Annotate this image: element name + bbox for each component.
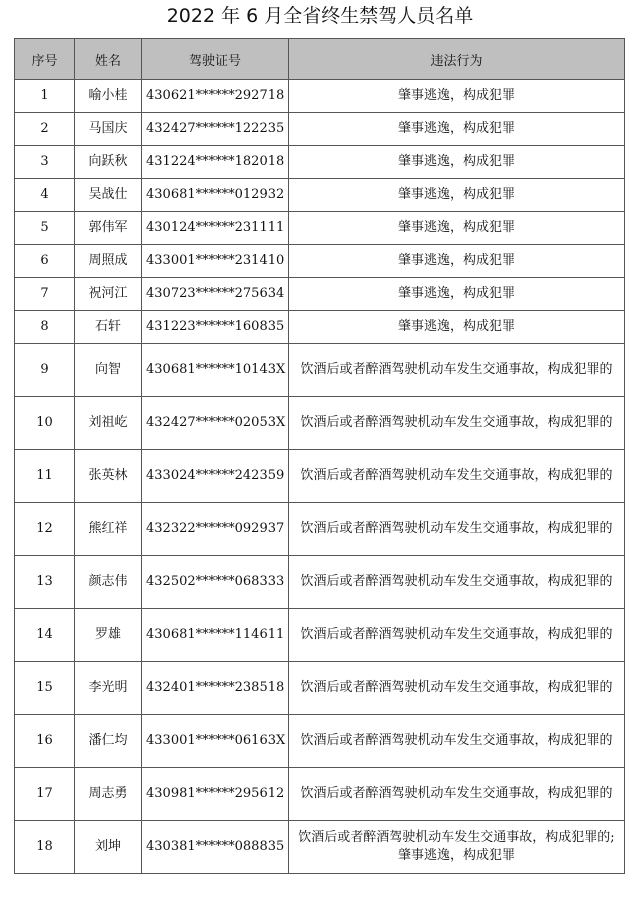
license-number-cell: 432427******122235 bbox=[142, 113, 289, 146]
table-row bbox=[15, 715, 625, 768]
driver-name-cell: 刘祖屹 bbox=[75, 397, 142, 450]
driver-name-cell: 吴战仕 bbox=[75, 179, 142, 212]
table-row bbox=[15, 311, 625, 344]
license-number-cell: 430381******088835 bbox=[142, 821, 289, 874]
table-row bbox=[15, 556, 625, 609]
table-header-row bbox=[15, 39, 625, 80]
column-header-name: 姓名 bbox=[75, 39, 142, 80]
license-number-cell: 430723******275634 bbox=[142, 278, 289, 311]
license-number-cell: 430681******012932 bbox=[142, 179, 289, 212]
violation-cell: 肇事逃逸，构成犯罪 bbox=[289, 212, 625, 245]
row-number-cell: 8 bbox=[15, 311, 75, 344]
license-number-cell: 431224******182018 bbox=[142, 146, 289, 179]
driver-name-cell: 祝河江 bbox=[75, 278, 142, 311]
column-header-violation: 违法行为 bbox=[289, 39, 625, 80]
driver-name-cell: 刘坤 bbox=[75, 821, 142, 874]
banned-drivers-table bbox=[14, 38, 625, 874]
row-number-cell: 9 bbox=[15, 344, 75, 397]
table-row bbox=[15, 397, 625, 450]
violation-cell: 肇事逃逸，构成犯罪 bbox=[289, 113, 625, 146]
row-number-cell: 11 bbox=[15, 450, 75, 503]
table-row bbox=[15, 113, 625, 146]
row-number-cell: 1 bbox=[15, 80, 75, 113]
driver-name-cell: 颜志伟 bbox=[75, 556, 142, 609]
column-header-license: 驾驶证号 bbox=[142, 39, 289, 80]
row-number-cell: 3 bbox=[15, 146, 75, 179]
violation-cell: 饮酒后或者醉酒驾驶机动车发生交通事故，构成犯罪的 bbox=[289, 556, 625, 609]
driver-name-cell: 李光明 bbox=[75, 662, 142, 715]
license-number-cell: 430681******10143X bbox=[142, 344, 289, 397]
driver-name-cell: 张英林 bbox=[75, 450, 142, 503]
table-row bbox=[15, 179, 625, 212]
violation-cell: 饮酒后或者醉酒驾驶机动车发生交通事故，构成犯罪的;肇事逃逸，构成犯罪 bbox=[289, 821, 625, 874]
table-row bbox=[15, 80, 625, 113]
table-row bbox=[15, 245, 625, 278]
table-row bbox=[15, 212, 625, 245]
table-body bbox=[15, 80, 625, 874]
violation-cell: 饮酒后或者醉酒驾驶机动车发生交通事故，构成犯罪的 bbox=[289, 503, 625, 556]
driver-name-cell: 周照成 bbox=[75, 245, 142, 278]
license-number-cell: 432502******068333 bbox=[142, 556, 289, 609]
table-row bbox=[15, 768, 625, 821]
table-row bbox=[15, 344, 625, 397]
table-row bbox=[15, 821, 625, 874]
table-row bbox=[15, 146, 625, 179]
license-number-cell: 433024******242359 bbox=[142, 450, 289, 503]
page-title: 2022 年 6 月全省终生禁驾人员名单 bbox=[166, 5, 474, 27]
license-number-cell: 430621******292718 bbox=[142, 80, 289, 113]
row-number-cell: 18 bbox=[15, 821, 75, 874]
violation-cell: 肇事逃逸，构成犯罪 bbox=[289, 146, 625, 179]
table-row bbox=[15, 662, 625, 715]
row-number-cell: 14 bbox=[15, 609, 75, 662]
driver-name-cell: 向智 bbox=[75, 344, 142, 397]
row-number-cell: 7 bbox=[15, 278, 75, 311]
table-row bbox=[15, 450, 625, 503]
row-number-cell: 6 bbox=[15, 245, 75, 278]
license-number-cell: 430124******231111 bbox=[142, 212, 289, 245]
table-row bbox=[15, 609, 625, 662]
row-number-cell: 16 bbox=[15, 715, 75, 768]
driver-name-cell: 喻小桂 bbox=[75, 80, 142, 113]
driver-name-cell: 向跃秋 bbox=[75, 146, 142, 179]
violation-cell: 肇事逃逸，构成犯罪 bbox=[289, 278, 625, 311]
row-number-cell: 13 bbox=[15, 556, 75, 609]
license-number-cell: 432427******02053X bbox=[142, 397, 289, 450]
violation-cell: 饮酒后或者醉酒驾驶机动车发生交通事故，构成犯罪的 bbox=[289, 450, 625, 503]
driver-name-cell: 熊红祥 bbox=[75, 503, 142, 556]
violation-cell: 饮酒后或者醉酒驾驶机动车发生交通事故，构成犯罪的 bbox=[289, 344, 625, 397]
driver-name-cell: 郭伟军 bbox=[75, 212, 142, 245]
row-number-cell: 10 bbox=[15, 397, 75, 450]
row-number-cell: 5 bbox=[15, 212, 75, 245]
violation-cell: 肇事逃逸，构成犯罪 bbox=[289, 80, 625, 113]
row-number-cell: 12 bbox=[15, 503, 75, 556]
driver-name-cell: 罗雄 bbox=[75, 609, 142, 662]
driver-name-cell: 周志勇 bbox=[75, 768, 142, 821]
row-number-cell: 4 bbox=[15, 179, 75, 212]
violation-cell: 肇事逃逸，构成犯罪 bbox=[289, 311, 625, 344]
license-number-cell: 431223******160835 bbox=[142, 311, 289, 344]
table-row bbox=[15, 278, 625, 311]
driver-name-cell: 马国庆 bbox=[75, 113, 142, 146]
violation-cell: 饮酒后或者醉酒驾驶机动车发生交通事故，构成犯罪的 bbox=[289, 715, 625, 768]
violation-cell: 饮酒后或者醉酒驾驶机动车发生交通事故，构成犯罪的 bbox=[289, 397, 625, 450]
violation-cell: 饮酒后或者醉酒驾驶机动车发生交通事故，构成犯罪的 bbox=[289, 609, 625, 662]
license-number-cell: 433001******06163X bbox=[142, 715, 289, 768]
row-number-cell: 17 bbox=[15, 768, 75, 821]
license-number-cell: 432322******092937 bbox=[142, 503, 289, 556]
license-number-cell: 430981******295612 bbox=[142, 768, 289, 821]
row-number-cell: 15 bbox=[15, 662, 75, 715]
violation-cell: 饮酒后或者醉酒驾驶机动车发生交通事故，构成犯罪的 bbox=[289, 662, 625, 715]
table-row bbox=[15, 503, 625, 556]
column-header-number: 序号 bbox=[15, 39, 75, 80]
row-number-cell: 2 bbox=[15, 113, 75, 146]
driver-name-cell: 石轩 bbox=[75, 311, 142, 344]
license-number-cell: 430681******114611 bbox=[142, 609, 289, 662]
violation-cell: 肇事逃逸，构成犯罪 bbox=[289, 179, 625, 212]
violation-cell: 饮酒后或者醉酒驾驶机动车发生交通事故，构成犯罪的 bbox=[289, 768, 625, 821]
violation-cell: 肇事逃逸，构成犯罪 bbox=[289, 245, 625, 278]
license-number-cell: 432401******238518 bbox=[142, 662, 289, 715]
license-number-cell: 433001******231410 bbox=[142, 245, 289, 278]
driver-name-cell: 潘仁均 bbox=[75, 715, 142, 768]
